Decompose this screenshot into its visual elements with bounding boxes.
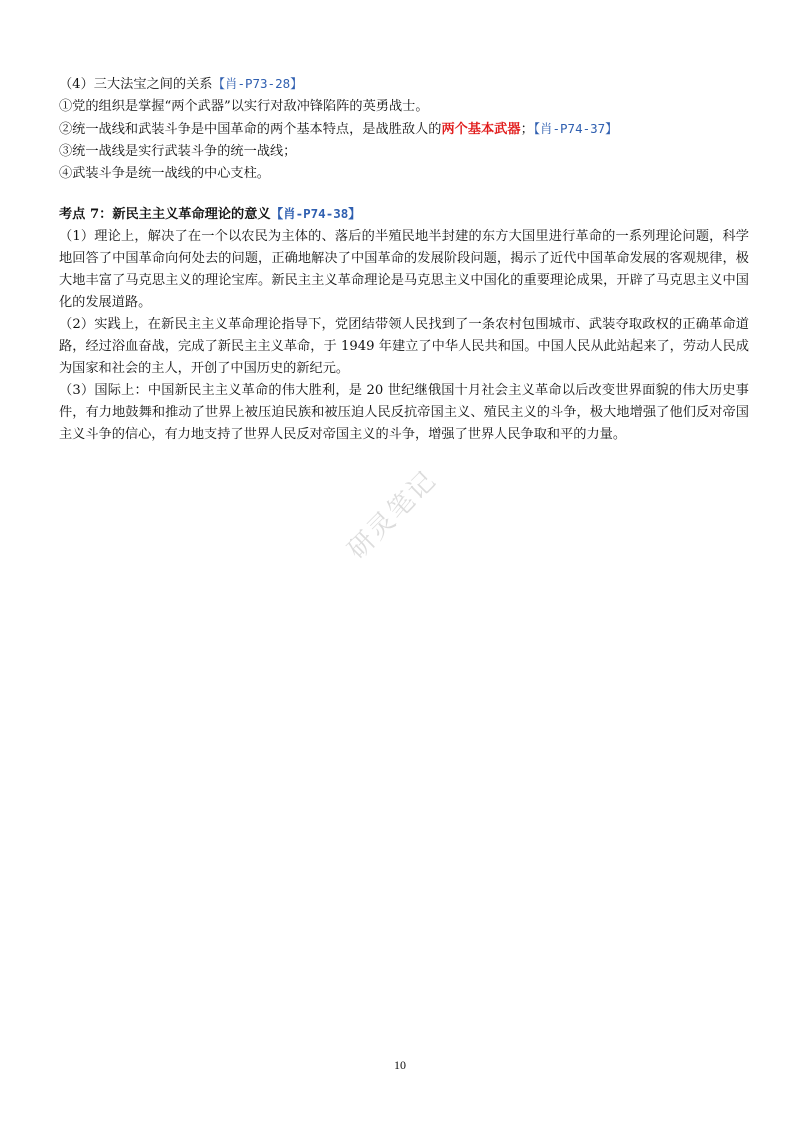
relation-item-1: ①党的组织是掌握“两个武器”以实行对敌冲锋陷阵的英勇战士。 (59, 99, 429, 114)
relation-heading-ref: 【肖-P73-28】 (212, 76, 303, 91)
significance-theory: （1）理论上，解决了在一个以农民为主体的、落后的半殖民地半封建的东方大国里进行革命的一系列理论问题，科学地回答了中国革命向何处去的问题，正确地解决了中国革命的发展阶段问题，揭示了近代中国革命发展的客观规律，极大地丰富了马克思主义的理论宝库。新民主主义革命理论是马克思主义中国化的重要理论成果，开辟了马克思主义中国化的发展道路。 (59, 229, 749, 310)
relation-item-2-text: ②统一战线和武装斗争是中国革命的两个基本特点，是战胜敌人的 (59, 122, 442, 137)
relation-item-2-emphasis: 两个基本武器 (441, 122, 521, 137)
significance-international: （3）国际上：中国新民主主义革命的伟大胜利，是 20 世纪继俄国十月社会主义革命以后改变世界面貌的伟大历史事件，有力地鼓舞和推动了世界上被压迫民族和被压迫人民反抗帝国主义、殖民主义的斗争，极大地增强了他们反对帝国主义斗争的信心，有力地支持了世界人民反对帝国主义的斗争，增强了世界人民争取和平的力量。 (59, 383, 749, 442)
watermark: 研灵笔记 (342, 465, 443, 566)
relation-item-2-punct: ； (520, 122, 534, 137)
relation-item-4: ④武装斗争是统一战线的中心支柱。 (59, 166, 270, 181)
relation-item-3: ③统一战线是实行武装斗争的统一战线； (59, 144, 297, 159)
section-title-text: 考点 7：新民主主义革命理论的意义 (59, 207, 271, 222)
page-number: 10 (394, 1058, 406, 1072)
section-title (59, 203, 749, 226)
relation-item-2-ref: 【肖-P74-37】 (533, 121, 618, 136)
section-gap (59, 185, 749, 203)
relation-item-2 (59, 118, 749, 141)
section-title-ref: 【肖-P74-38】 (270, 206, 361, 221)
document-body (59, 73, 749, 446)
relation-heading-text: （4）三大法宝之间的关系 (59, 77, 213, 92)
significance-practice: （2）实践上，在新民主主义革命理论指导下，党团结带领人民找到了一条农村包围城市、武装夺取政权的正确革命道路，经过浴血奋战，完成了新民主主义革命，于 1949 年建立了中华人民共和国。中国人民从此站起来了，劳动人民成为国家和社会的主人，开创了中国历史的新纪元。 (59, 317, 749, 376)
relation-heading (59, 73, 749, 96)
